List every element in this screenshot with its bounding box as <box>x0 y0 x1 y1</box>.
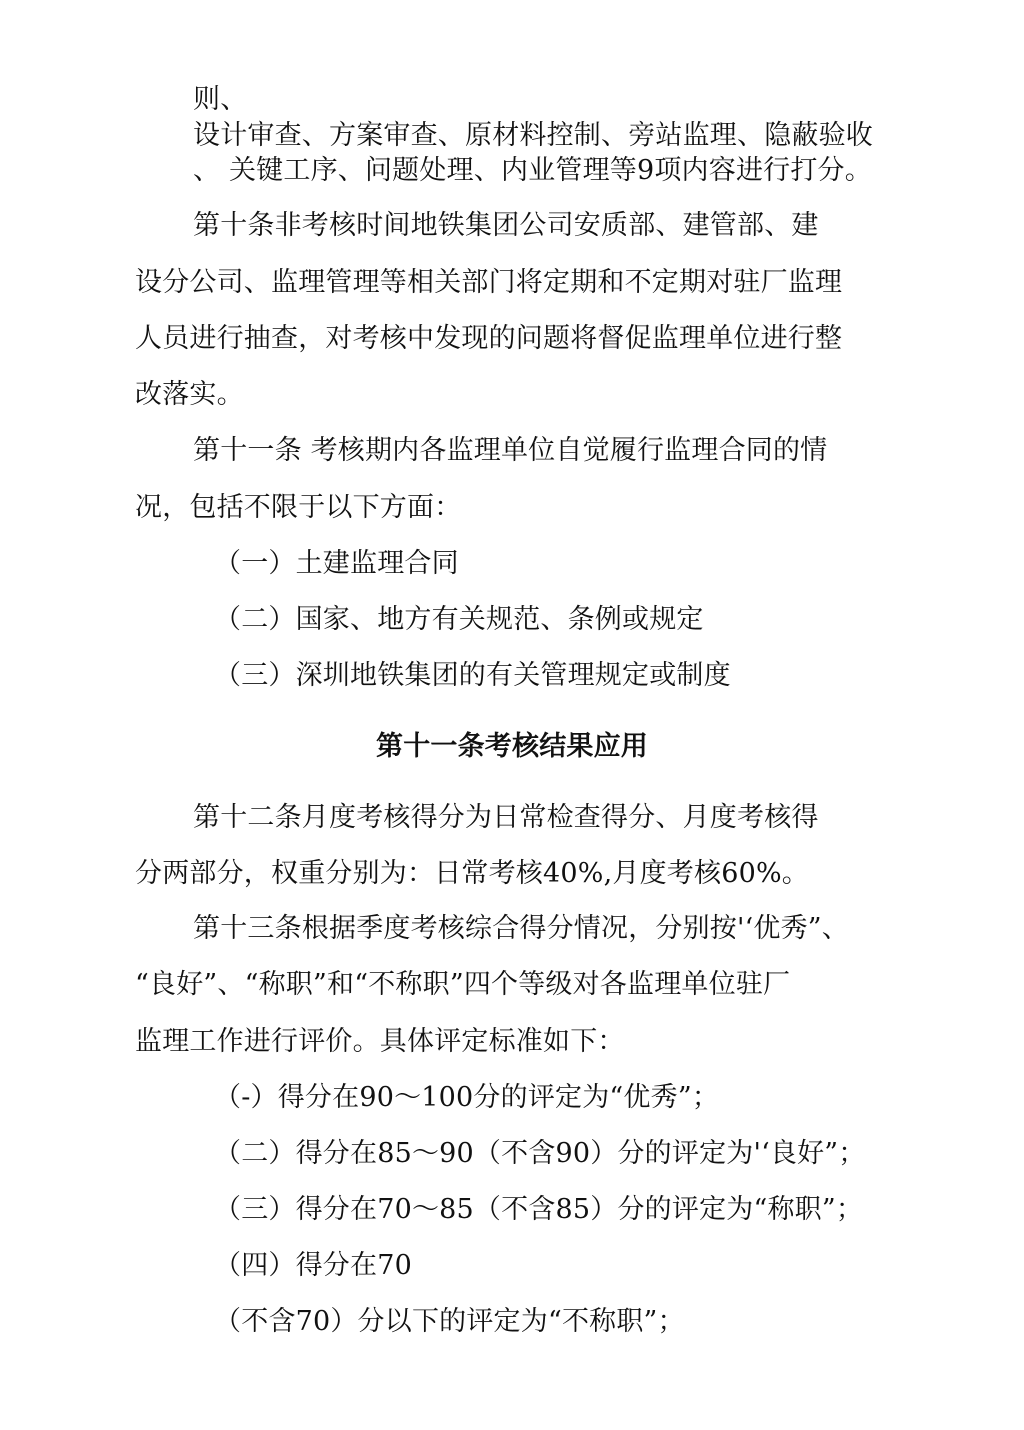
section-heading: 第十一条考核结果应用 <box>376 731 648 762</box>
text-line-5: 设分公司、监理管理等相关部门将定期和不定期对驻厂监理 <box>135 267 843 298</box>
text-line-21: （三）得分在70～85（不含85）分的评定为“称职”； <box>214 1194 864 1225</box>
text-line-19: （-）得分在90～100分的评定为“优秀”； <box>214 1082 720 1113</box>
text-line-10: （一）土建监理合同 <box>214 548 459 579</box>
text-line-9: 况，包括不限于以下方面： <box>135 492 462 523</box>
text-line-23: （不含70）分以下的评定为“不称职”； <box>214 1306 685 1337</box>
text-line-17: “良好”、“称职”和“不称职”四个等级对各监理单位驻厂 <box>135 969 791 1000</box>
text-line-6: 人员进行抽查，对考核中发现的问题将督促监理单位进行整 <box>135 323 843 354</box>
text-line-2: 设计审查、方案审查、原材料控制、旁站监理、隐蔽验收 <box>193 120 873 151</box>
text-line-15: 分两部分，权重分别为：日常考核40%,月度考核60%。 <box>135 858 810 889</box>
text-line-7: 改落实。 <box>135 379 244 410</box>
text-line-22: （四）得分在70 <box>214 1250 412 1281</box>
text-line-18: 监理工作进行评价。具体评定标准如下： <box>135 1026 625 1057</box>
text-line-11: （二）国家、地方有关规范、条例或规定 <box>214 604 704 635</box>
text-line-8: 第十一条 考核期内各监理单位自觉履行监理合同的情 <box>193 435 828 466</box>
text-line-1: 则、 <box>193 84 248 115</box>
text-line-3: 、 关键工序、问题处理、内业管理等9项内容进行打分。 <box>193 155 872 186</box>
text-line-12: （三）深圳地铁集团的有关管理规定或制度 <box>214 660 731 691</box>
text-line-14: 第十二条月度考核得分为日常检查得分、月度考核得 <box>193 802 819 833</box>
text-line-4: 第十条非考核时间地铁集团公司安质部、建管部、建 <box>193 210 819 241</box>
text-line-20: （二）得分在85～90（不含90）分的评定为'‘良好”； <box>214 1138 866 1169</box>
text-line-16: 第十三条根据季度考核综合得分情况，分别按'‘优秀”、 <box>193 913 850 944</box>
